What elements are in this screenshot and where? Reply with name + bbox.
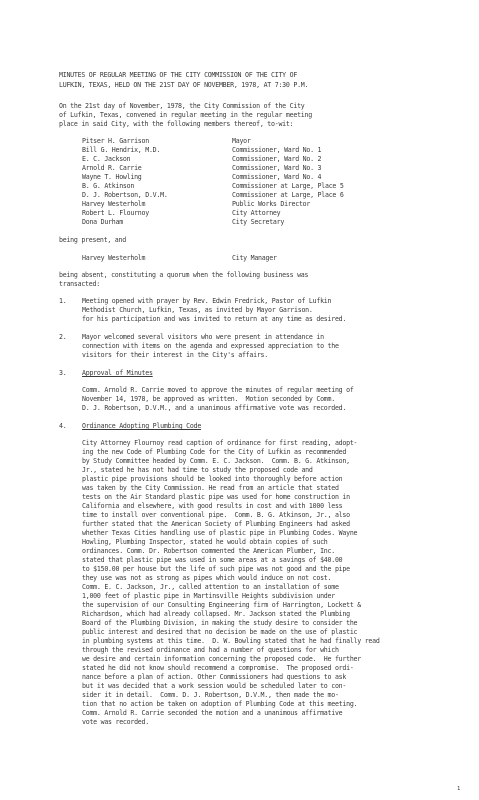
item-4-line: further stated that the American Society of Plumbing Engineers had asked	[82, 520, 350, 528]
attendee-name: Harvey Westerholm	[82, 200, 146, 208]
item-3-line: D. J. Robertson, D.V.M., and a unanimous affirmative vote was recorded.	[82, 404, 347, 412]
item-4-line: they use was not as strong as pipes which would induce on not cost.	[82, 574, 332, 582]
item-4-line: 1,000 feet of plastic pipe in Martinsville Heights subdivision under	[82, 592, 335, 600]
item-4-line: ordinances. Comm. Dr. Robertson commented the American Plumber, Inc.	[82, 547, 335, 555]
item-4-line: vote was recorded.	[82, 718, 149, 726]
item-4-line: the supervision of our Consulting Engineering firm of Harrington, Lockett &	[82, 601, 361, 609]
item-4-line: Comm. E. C. Jackson, Jr., called attention to an installation of some	[82, 583, 339, 591]
item-4-line: sider it in detail. Comm. D. J. Robertson, D.V.M., then made the mo-	[82, 691, 339, 699]
attendee-name: B. G. Atkinson	[82, 182, 135, 190]
attendee-name: E. C. Jackson	[82, 155, 131, 163]
item-4-line: through the revised ordinance and had a number of questions for which	[82, 646, 339, 654]
attendee-title: Commissioner, Ward No. 4	[232, 173, 322, 181]
item-3-heading: Approval of Minutes	[82, 369, 153, 377]
page-number: 1	[457, 786, 461, 792]
item-2-line: Mayor welcomed several visitors who were present in attendance in	[82, 333, 324, 341]
intro-line-3: place in said City, with the following members thereof, to-wit:	[59, 120, 294, 128]
item-3-line: Comm. Arnold R. Carrie moved to approve the minutes of regular meeting of	[82, 386, 354, 394]
item-4-line: time to install over conventional pipe. Comm. B. G. Atkinson, Jr., also	[82, 511, 350, 519]
item-number: 3.	[59, 369, 67, 377]
item-4-line: was taken by the City Commission. He read from an article that stated	[82, 484, 339, 492]
item-4-line: City Attorney Flournoy read caption of ordinance for first reading, adopt-	[82, 439, 358, 447]
item-1-line: for his participation and was invited to return at any time as desired.	[82, 315, 347, 323]
item-number: 4.	[59, 422, 67, 430]
item-number: 2.	[59, 333, 67, 341]
attendee-title: Commissioner at Large, Place 6	[232, 191, 344, 199]
attendee-name: Arnold R. Carrie	[82, 164, 142, 172]
item-number: 1.	[59, 297, 67, 305]
item-4-line: tests on the Air Standard plastic pipe was used for home construction in	[82, 493, 350, 501]
item-2-line: connection with items on the agenda and expressed appreciation to the	[82, 342, 339, 350]
intro-line-2: of Lufkin, Texas, convened in regular meeting in the regular meeting	[59, 111, 312, 119]
being-present-text: being present, and	[59, 236, 126, 244]
quorum-line-1: being absent, constituting a quorum when the following business was	[59, 271, 309, 279]
item-4-line: ing the new Code of Plumbing Code for the City of Lufkin as recommended	[82, 448, 347, 456]
attendee-title: Commissioner, Ward No. 2	[232, 155, 322, 163]
intro-line-1: On the 21st day of November, 1978, the City Commission of the City	[59, 102, 305, 110]
item-4-line: nance before a plan of action. Other Commissioners had questions to ask	[82, 673, 347, 681]
item-4-line: California and elsewhere, with good results in cost and with 1000 less	[82, 502, 343, 510]
item-1-line: Methodist Church, Lufkin, Texas, as invited by Mayor Garrison.	[82, 306, 313, 314]
quorum-line-2: transacted:	[59, 280, 100, 288]
item-4-line: in plumbing systems at this time. D. W. Bowling stated that he had finally read	[82, 637, 380, 645]
item-4-line: but it was decided that a work session would be scheduled later to con-	[82, 682, 347, 690]
absent-name: Harvey Westerholm	[82, 254, 146, 262]
item-4-line: public interest and desired that no decision be made on the use of plastic	[82, 628, 358, 636]
item-1-line: Meeting opened with prayer by Rev. Edwin Fredrick, Pastor of Lufkin	[82, 297, 332, 305]
attendee-name: Pitser H. Garrison	[82, 137, 149, 145]
item-4-line: stated that plastic pipe was used in some areas at a savings of $40.00	[82, 556, 343, 564]
attendee-title: City Attorney	[232, 209, 281, 217]
item-4-line: Richardson, which had already collapsed. Mr. Jackson stated the Plumbing	[82, 610, 350, 618]
attendee-name: Bill G. Hendrix, M.D.	[82, 146, 161, 154]
attendee-title: City Secretary	[232, 218, 285, 226]
attendee-name: Dona Durham	[82, 218, 123, 226]
item-3-line: November 14, 1978, be approved as written. Motion seconded by Comm.	[82, 395, 335, 403]
item-4-line: to $150.00 per house but the life of such pipe was not good and the pipe	[82, 565, 350, 573]
absent-title: City Manager	[232, 254, 277, 262]
item-4-line: Howling, Plumbing Inspector, stated he would obtain copies of such	[82, 538, 328, 546]
attendee-title: Commissioner, Ward No. 3	[232, 164, 322, 172]
item-4-line: stated he did not know should recommend a compromise. The proposed ordi-	[82, 664, 354, 672]
item-4-line: Jr., stated he has not had time to study the proposed code and	[82, 466, 313, 474]
minutes-title-line-1: MINUTES OF REGULAR MEETING OF THE CITY COMMISSION OF THE CITY OF	[59, 71, 298, 79]
attendee-title: Commissioner, Ward No. 1	[232, 146, 322, 154]
item-4-line: Comm. Arnold R. Carrie seconded the motion and a unanimous affirmative	[82, 709, 343, 717]
item-4-line: Board of the Plumbing Division, in making the study desire to consider the	[82, 619, 358, 627]
item-2-line: visitors for their interest in the City's affairs.	[82, 351, 268, 359]
attendee-name: D. J. Robertson, D.V.M.	[82, 191, 168, 199]
attendee-title: Mayor	[232, 137, 251, 145]
item-4-line: by Study Committee headed by Comm. E. C. Jackson. Comm. B. G. Atkinson,	[82, 457, 350, 465]
attendee-title: Public Works Director	[232, 200, 311, 208]
attendee-name: Wayne T. Howling	[82, 173, 142, 181]
attendee-name: Robert L. Flournoy	[82, 209, 149, 217]
item-4-line: plastic pipe provisions should be looked into thoroughly before action	[82, 475, 343, 483]
minutes-title-line-2: LUFKIN, TEXAS, HELD ON THE 21ST DAY OF NOVEMBER, 1978, AT 7:30 P.M.	[59, 81, 309, 89]
item-4-heading: Ordinance Adopting Plumbing Code	[82, 422, 202, 430]
item-4-line: we desire and certain information concerning the proposed code. He further	[82, 655, 361, 663]
item-4-line: whether Texas Cities handling use of plastic pipe in Plumbing Codes. Wayne	[82, 529, 358, 537]
item-4-line: tion that no action be taken on adoption of Plumbing Code at this meeting.	[82, 700, 358, 708]
attendee-title: Commissioner at Large, Place 5	[232, 182, 344, 190]
